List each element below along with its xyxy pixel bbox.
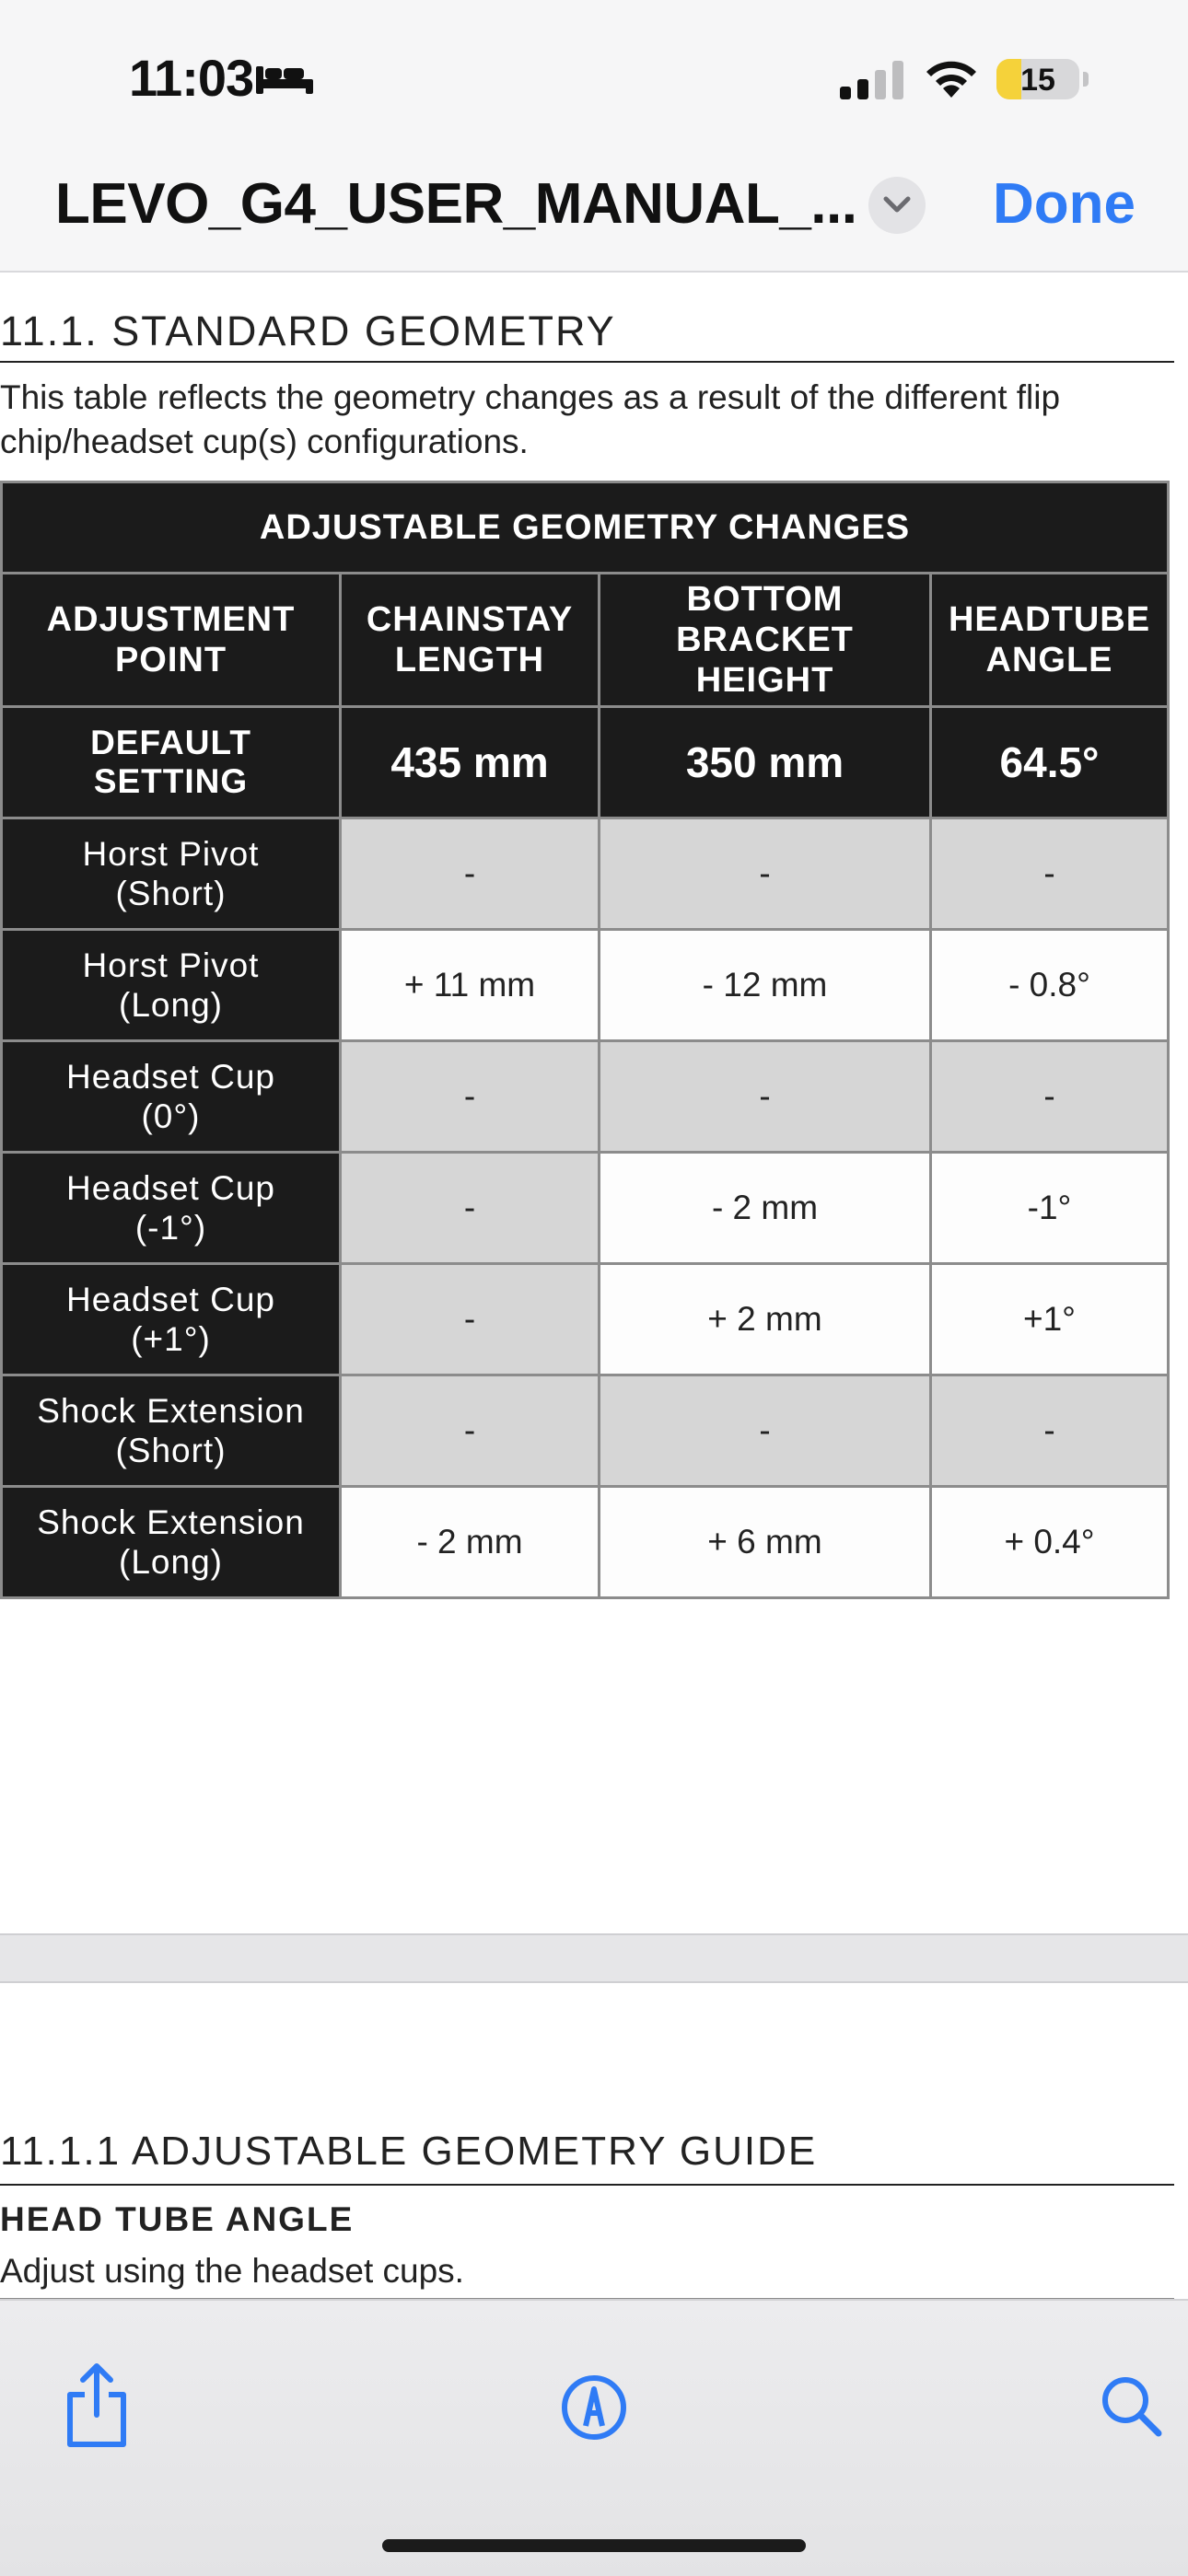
table-cell: - bbox=[600, 818, 931, 930]
row-label: Headset Cup (-1°) bbox=[2, 1153, 341, 1264]
markup-button[interactable] bbox=[553, 2358, 635, 2450]
battery-indicator bbox=[996, 59, 1079, 99]
status-time: 11:03 bbox=[129, 49, 254, 107]
document-nav-bar bbox=[0, 157, 1188, 273]
search-icon bbox=[1096, 2358, 1170, 2450]
column-header: BOTTOM BRACKET HEIGHT bbox=[600, 574, 931, 707]
page-separator bbox=[0, 1933, 1188, 1983]
table-cell: 64.5° bbox=[931, 707, 1169, 818]
head-tube-heading: HEAD TUBE ANGLE bbox=[0, 2200, 355, 2238]
row-label: Horst Pivot (Short) bbox=[2, 818, 341, 930]
column-header: HEADTUBE ANGLE bbox=[931, 574, 1169, 707]
table-cell: + 6 mm bbox=[600, 1487, 931, 1598]
table-cell: + 2 mm bbox=[600, 1264, 931, 1375]
table-cell: - bbox=[600, 1375, 931, 1487]
table-row bbox=[2, 818, 1169, 930]
bottom-toolbar bbox=[0, 2299, 1188, 2576]
table-cell: - bbox=[931, 818, 1169, 930]
share-icon bbox=[55, 2358, 138, 2450]
table-cell: - bbox=[931, 1375, 1169, 1487]
home-indicator[interactable] bbox=[382, 2539, 806, 2552]
table-header-row bbox=[2, 574, 1169, 707]
table-cell: - bbox=[341, 1375, 600, 1487]
pdf-page[interactable] bbox=[0, 273, 1188, 2298]
row-label: Horst Pivot (Long) bbox=[2, 930, 341, 1041]
table-caption: ADJUSTABLE GEOMETRY CHANGES bbox=[2, 482, 1169, 574]
document-title[interactable]: LEVO_G4_USER_MANUAL_... bbox=[55, 172, 857, 236]
column-header: ADJUSTMENT POINT bbox=[2, 574, 341, 707]
wifi-icon bbox=[923, 57, 980, 99]
table-cell: - bbox=[341, 1041, 600, 1153]
table-row bbox=[2, 1264, 1169, 1375]
table-cell: -1° bbox=[931, 1153, 1169, 1264]
subsection-title: 11.1.1 ADJUSTABLE GEOMETRY GUIDE bbox=[0, 2129, 818, 2174]
table-cell: - 12 mm bbox=[600, 930, 931, 1041]
table-cell: - bbox=[931, 1041, 1169, 1153]
table-row bbox=[2, 930, 1169, 1041]
column-header: CHAINSTAY LENGTH bbox=[341, 574, 600, 707]
cellular-signal-icon bbox=[840, 61, 904, 99]
row-label: Headset Cup (0°) bbox=[2, 1041, 341, 1153]
title-menu-button[interactable] bbox=[868, 177, 926, 234]
search-button[interactable] bbox=[1096, 2358, 1170, 2450]
status-bar bbox=[0, 0, 1188, 157]
subsection-rule bbox=[0, 2184, 1174, 2186]
table-row bbox=[2, 1375, 1169, 1487]
head-tube-subtext: Adjust using the headset cups. bbox=[0, 2252, 464, 2290]
table-cell: - 0.8° bbox=[931, 930, 1169, 1041]
default-setting-row bbox=[2, 707, 1169, 818]
section-rule bbox=[0, 361, 1174, 363]
section-intro: This table reflects the geometry changes as a result of the different flip chip/headset cup(s) configurations. bbox=[0, 378, 1061, 460]
done-button[interactable]: Done bbox=[993, 172, 1136, 236]
table-cell: - bbox=[600, 1041, 931, 1153]
table-row bbox=[2, 1041, 1169, 1153]
row-label: Shock Extension (Short) bbox=[2, 1375, 341, 1487]
table-cell: - bbox=[341, 1153, 600, 1264]
table-cell: 435 mm bbox=[341, 707, 600, 818]
battery-cap bbox=[1083, 72, 1089, 87]
markup-icon bbox=[553, 2358, 635, 2450]
geometry-table bbox=[0, 481, 1170, 1599]
section-title: 11.1. STANDARD GEOMETRY bbox=[0, 307, 616, 354]
table-cell: - bbox=[341, 1264, 600, 1375]
sleep-focus-icon bbox=[256, 63, 313, 96]
table-row bbox=[2, 1487, 1169, 1598]
table-cell: + 0.4° bbox=[931, 1487, 1169, 1598]
chevron-down-icon bbox=[882, 193, 912, 217]
table-cell: - 2 mm bbox=[341, 1487, 600, 1598]
table-cell: - bbox=[341, 818, 600, 930]
table-cell: 350 mm bbox=[600, 707, 931, 818]
table-cell: - 2 mm bbox=[600, 1153, 931, 1264]
share-button[interactable] bbox=[55, 2358, 138, 2450]
row-label: Shock Extension (Long) bbox=[2, 1487, 341, 1598]
table-cell: + 11 mm bbox=[341, 930, 600, 1041]
row-label: DEFAULT SETTING bbox=[2, 707, 341, 818]
battery-level: 15 bbox=[1020, 63, 1055, 98]
table-row bbox=[2, 1153, 1169, 1264]
table-cell: +1° bbox=[931, 1264, 1169, 1375]
row-label: Headset Cup (+1°) bbox=[2, 1264, 341, 1375]
